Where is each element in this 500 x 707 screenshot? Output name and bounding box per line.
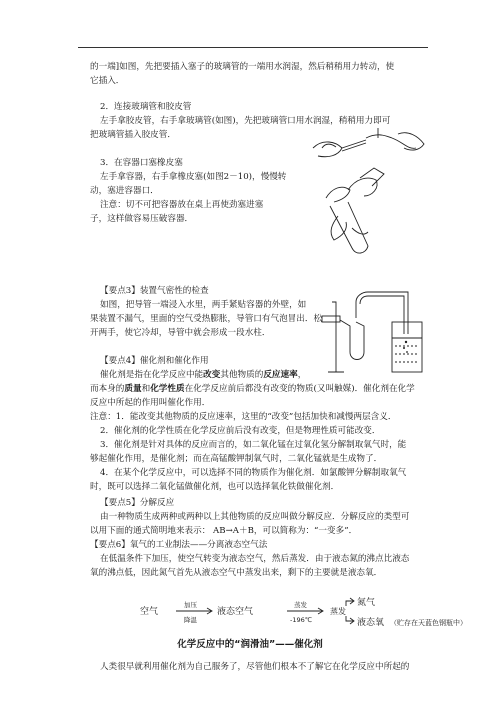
section-heading: 【要点6】氧气的工业制法——分离液态空气法 xyxy=(90,540,268,550)
text-run: ， xyxy=(297,370,307,380)
para-line: 动，塞进容器口． xyxy=(90,186,159,196)
diagram-liquid-oxygen: 液态氧 xyxy=(357,618,385,628)
text-run: 在化学反应前后都没有改变的物质(又叫触媒)．催化剂在化学 xyxy=(184,384,415,394)
para-line: 在低温条件下加压，使空气转变为液态空气，然后蒸发．由于液态氮的沸点比液态 xyxy=(100,554,410,564)
para-line: 果装置不漏气，里面的空气受热膨胀，导管口有气泡冒出．松 xyxy=(90,314,323,324)
text-run: 和 xyxy=(141,384,151,394)
section-title: 化学反应中的“润滑油”——催化剂 xyxy=(177,639,323,650)
para-line: 左手拿胶皮管，右手拿玻璃管(如图)，先把玻璃管口用水润湿，稍稍用力即可 xyxy=(100,116,391,126)
section-heading: 3．在容器口塞橡皮塞 xyxy=(100,158,183,168)
para-line xyxy=(100,368,306,382)
para-line: 如图，把导管一端浸入水里，两手紧贴容器的外壁，如 xyxy=(100,300,307,310)
bold-term: 反应速率 xyxy=(263,370,298,380)
para-line: 氧的沸点低，因此氮气首先从液态空气中蒸发出来，剩下的主要就是液态氧． xyxy=(90,568,383,578)
bold-term: 改变 xyxy=(203,370,221,380)
note-line: 注意：1．能改变其他物质的反应速率，这里的“改变”包括加快和减慢两层含义． xyxy=(90,412,397,422)
top-rule xyxy=(78,47,428,48)
bold-term: 化学性质 xyxy=(150,384,185,394)
section-heading: 【要点5】分解反应 xyxy=(100,498,175,508)
para-line: 把玻璃管插入胶皮管． xyxy=(90,130,176,140)
section-heading: 【要点4】催化剂和催化作用 xyxy=(100,356,209,366)
section-heading: 【要点3】装置气密性的检查 xyxy=(100,286,209,296)
text-run: 其他物质的 xyxy=(220,370,264,380)
diagram-pressurize: 加压 xyxy=(184,601,197,609)
test-tube-stopper-illustration xyxy=(308,166,396,268)
bold-term: 质量 xyxy=(124,384,142,394)
para-line: 的一端]如图，先把要插入塞子的玻璃管的一端用水润湿，然后稍稍用力转动，使 xyxy=(90,62,395,72)
note-line: 4．在某个化学反应中，可以选择不同的物质作为催化剂．如氯酸钾分解制取氧气 xyxy=(100,468,407,478)
text-run: 催化剂是指在化学反应中能 xyxy=(100,370,204,380)
diagram-air: 空气 xyxy=(140,607,159,617)
para-line: 它插入． xyxy=(90,76,125,86)
para-line: 开两手，使它冷却，导管中就会形成一段水柱． xyxy=(90,328,271,338)
diagram-liquid-air: 液态空气 xyxy=(217,607,254,617)
diagram-nitrogen: 氮气 xyxy=(357,598,376,608)
note-line: 2．催化剂的化学性质在化学反应前后没有改变，但是物理性质可能改变． xyxy=(100,426,381,436)
para-line xyxy=(90,382,415,396)
para-line: 由一种物质生成两种或两种以上其他物质的反应叫做分解反应．分解反应的类型可 xyxy=(100,512,410,522)
diagram-storage-note: （贮存在天蓝色钢瓶中） xyxy=(390,619,467,627)
text-run: 而本身的 xyxy=(90,384,125,394)
para-line: 注意：切不可把容器放在桌上再使劲塞进塞 xyxy=(100,200,264,210)
note-line: 够起催化作用，是催化剂；而在高锰酸钾制氧气时，二氧化锰就是生成物了． xyxy=(90,454,383,464)
para-line: 子，这样做容易压破容器． xyxy=(90,214,194,224)
oxygen-process-diagram xyxy=(140,596,470,630)
diagram-temperature: -196℃ xyxy=(290,616,313,624)
para-line: 以用下面的通式简明地来表示： AB→A＋B，可以简称为：“一变多”． xyxy=(90,526,358,536)
note-line: 3．催化剂是针对具体的反应而言的，如二氧化锰在过氧化氢分解制取氧气时，能 xyxy=(100,440,407,450)
note-line: 时，既可以选择二氧化锰做催化剂，也可以选择氧化铁做催化剂． xyxy=(90,482,340,492)
para-line: 人类很早就利用催化剂为自己服务了，尽管他们根本不了解它在化学反应中所起的 xyxy=(100,662,410,672)
section-heading: 2．连接玻璃管和胶皮管 xyxy=(100,102,192,112)
diagram-evaporate: 蒸发 xyxy=(294,601,307,609)
diagram-cool: 降温 xyxy=(184,616,197,624)
para-line: 反应中所起的作用叫催化作用． xyxy=(90,398,211,408)
airtightness-apparatus-illustration xyxy=(320,282,430,378)
para-line: 左手拿容器，右手拿橡皮塞(如图2－10)，慢慢转 xyxy=(100,172,287,182)
diagram-evaporate-label: 蒸发 xyxy=(330,607,346,616)
